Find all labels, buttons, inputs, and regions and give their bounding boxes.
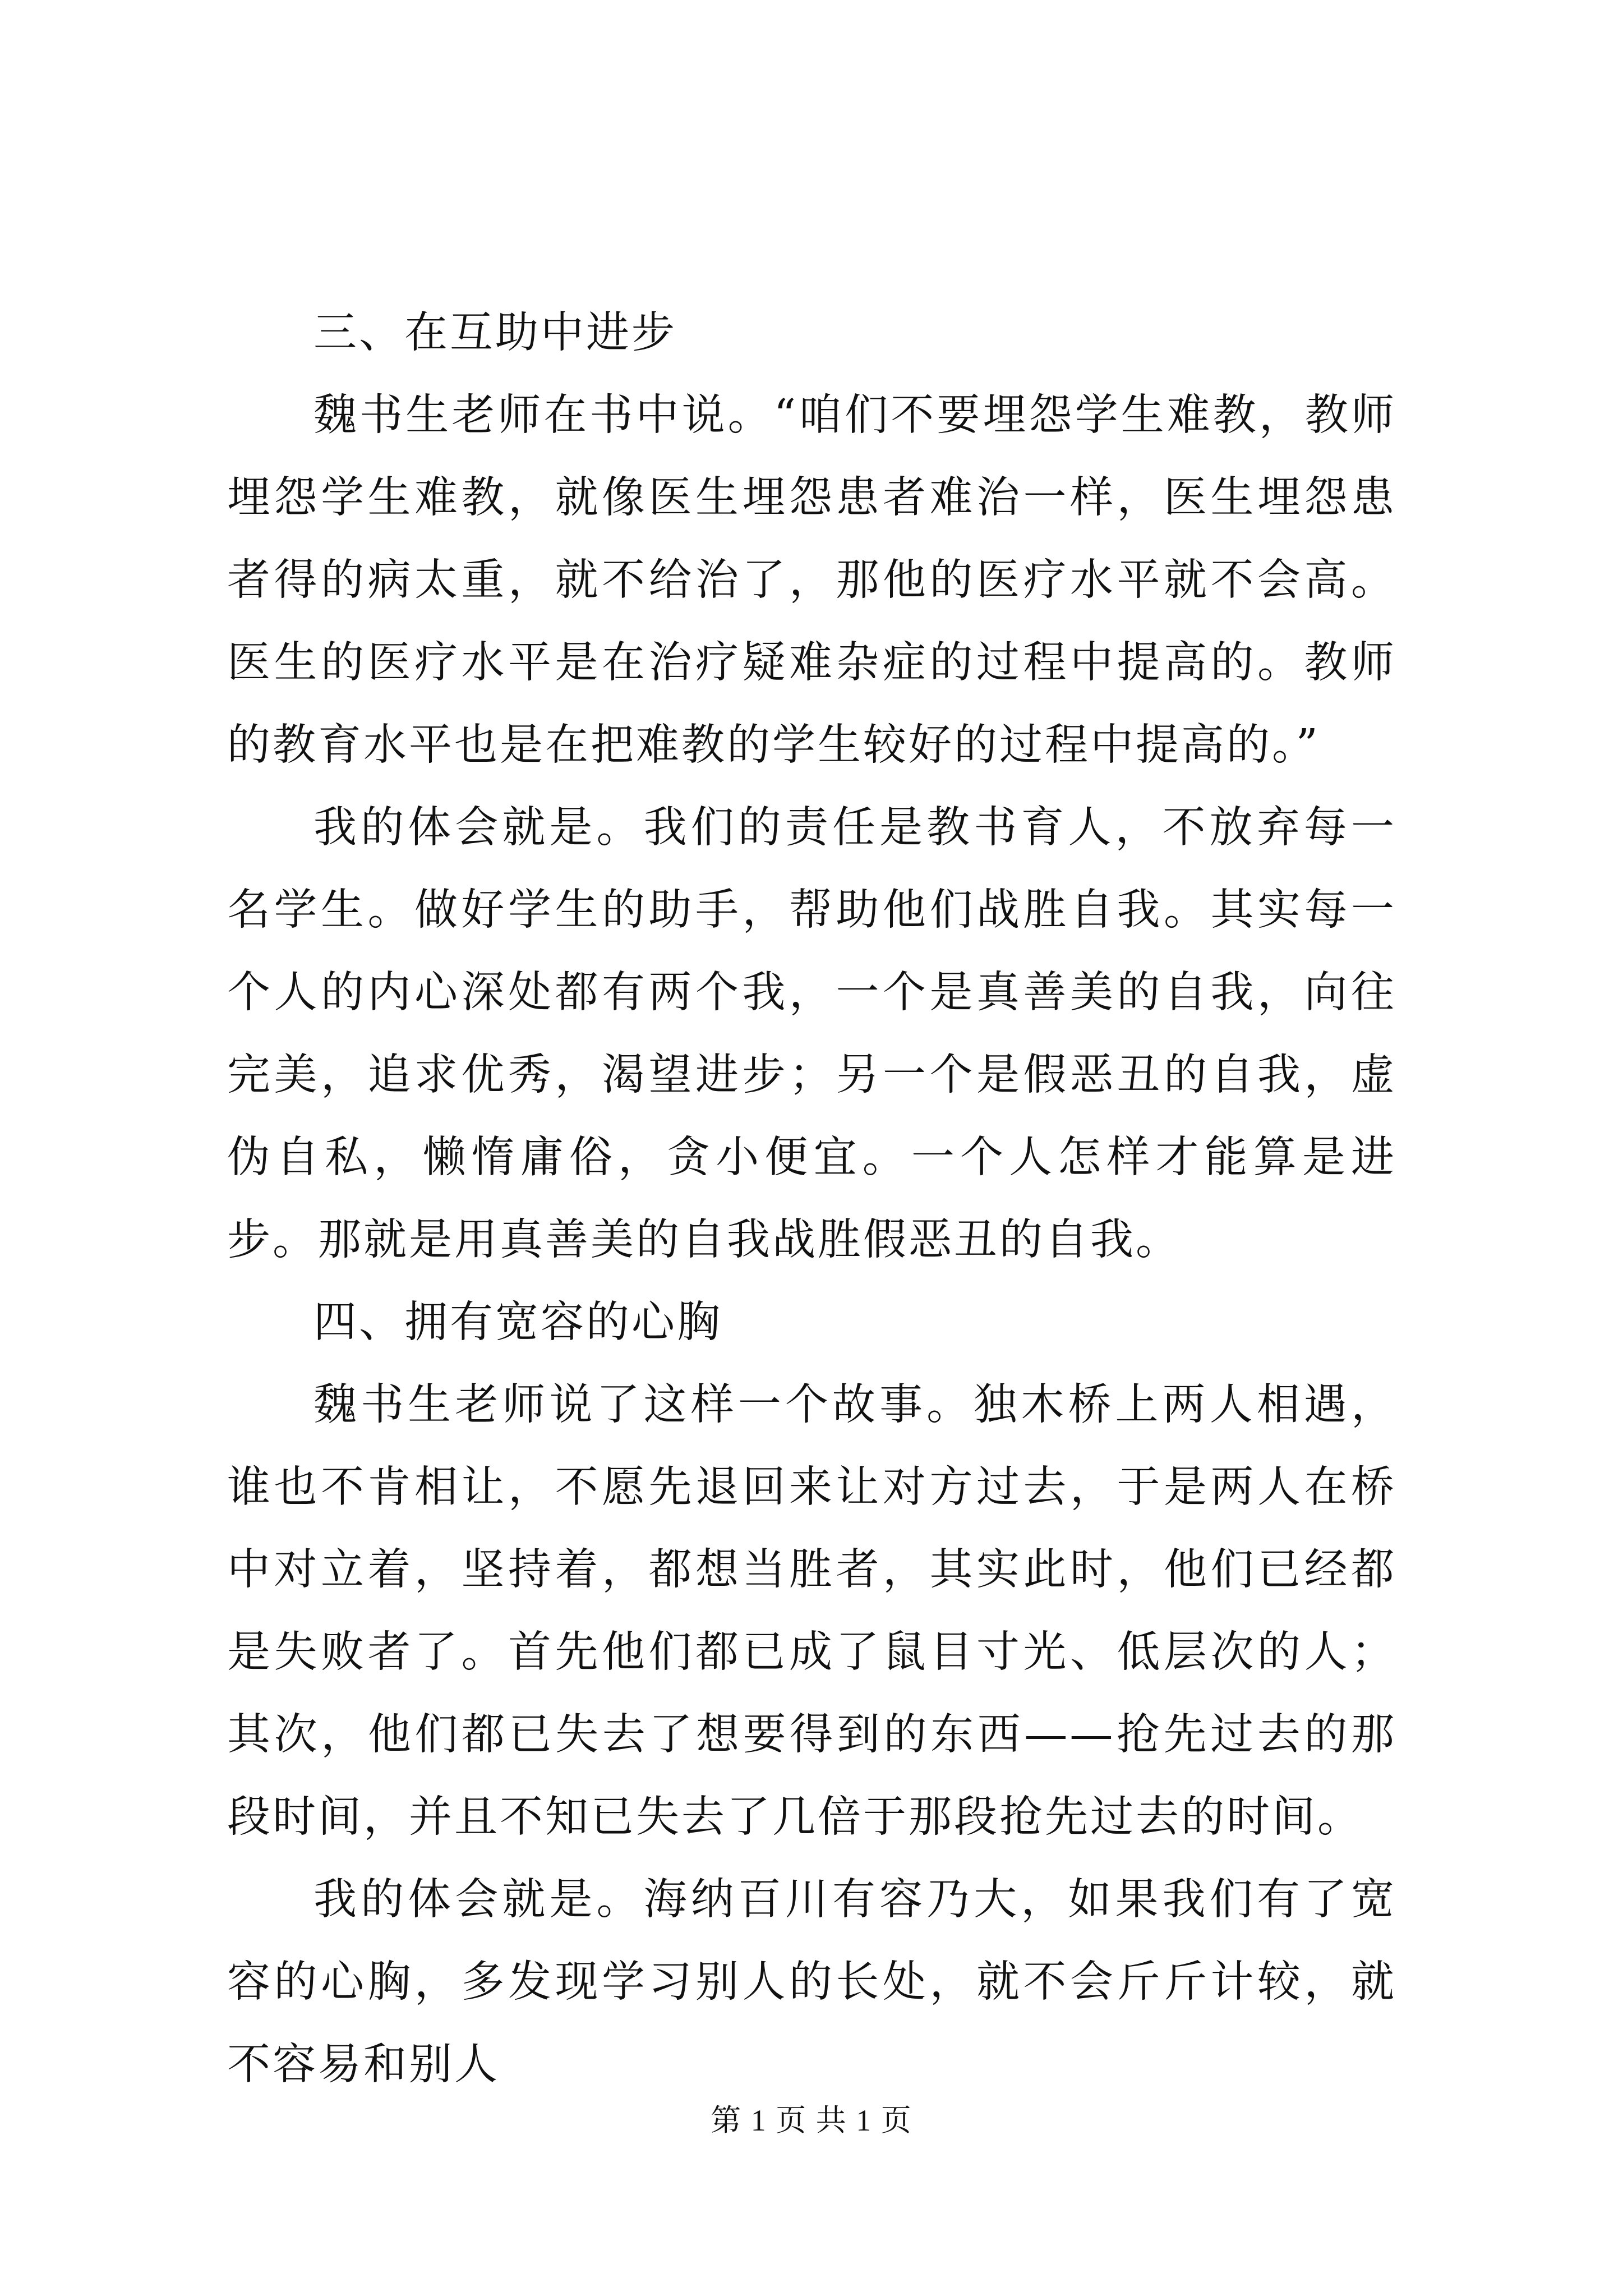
section-heading-3: 三、在互助中进步 [313, 308, 677, 358]
document-body [227, 292, 1396, 2106]
paragraph-quote-wei: 魏书生老师在书中说。“咱们不要埋怨学生难教，教师埋怨学生难教，就像医生埋怨患者难治一样，医生埋怨患者得的病太重，就不给治了，那他的医疗水平就不会高。医生的医疗水平是在治疗疑难杂症的过程中提高的。教师的教育水平也是在把难教的学生较好的过程中提高的。” [227, 390, 1396, 770]
paragraph-reflection-2: 我的体会就是。海纳百川有容乃大，如果我们有了宽容的心胸，多发现学习别人的长处，就不会斤斤计较，就不容易和别人 [227, 1875, 1396, 2090]
paragraph-bridge-story: 魏书生老师说了这样一个故事。独木桥上两人相遇，谁也不肯相让，不愿先退回来让对方过去，于是两人在桥中对立着，坚持着，都想当胜者，其实此时，他们已经都是失败者了。首先他们都已成了鼠目寸光、低层次的人；其次，他们都已失去了想要得到的东西——抢先过去的那段时间，并且不知已失去了几倍于那段抢先过去的时间。 [227, 1380, 1396, 1842]
paragraph-reflection-1: 我的体会就是。我们的责任是教书育人，不放弃每一名学生。做好学生的助手，帮助他们战胜自我。其实每一个人的内心深处都有两个我，一个是真善美的自我，向往完美，追求优秀，渴望进步；另一个是假恶丑的自我，虚伪自私，懒惰庸俗，贪小便宜。一个人怎样才能算是进步。那就是用真善美的自我战胜假恶丑的自我。 [227, 803, 1396, 1265]
page-footer: 第 1 页 共 1 页 [711, 2104, 912, 2137]
section-heading-4: 四、拥有宽容的心胸 [313, 1297, 722, 1347]
